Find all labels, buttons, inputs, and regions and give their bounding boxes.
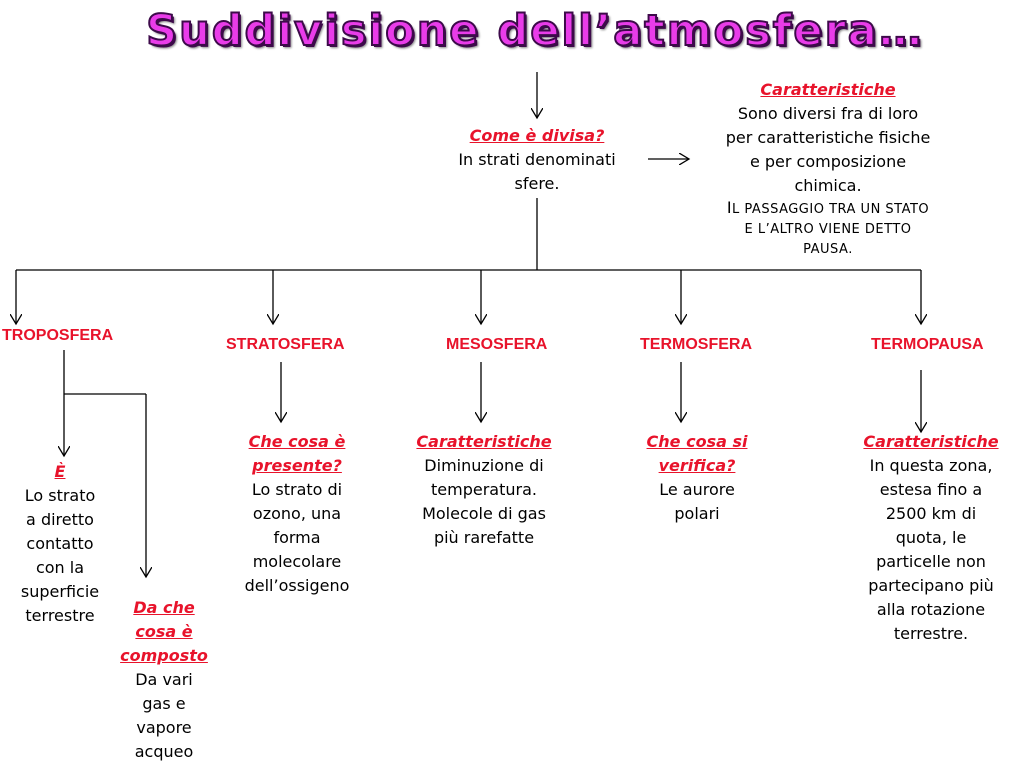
termosfera-label: verifica? — [658, 456, 736, 475]
characteristics-node — [692, 78, 964, 260]
mesosfera-line: Molecole di gas — [422, 504, 546, 523]
characteristics-line: Sono diversi fra di loro — [737, 104, 919, 123]
sphere-termopausa: TERMOPAUSA — [871, 336, 984, 353]
stratosfera-line: ozono, una — [252, 504, 342, 523]
troposfera-e-line: Lo strato — [24, 486, 96, 505]
termopausa-line: quota, le — [895, 528, 967, 547]
troposfera-composto-line: vapore — [136, 718, 192, 737]
characteristics-line: e per composizione — [749, 152, 907, 171]
troposfera-composto-label: composto — [120, 646, 208, 665]
termopausa-label: Caratteristiche — [863, 432, 999, 451]
center-answer-line: sfere. — [514, 174, 560, 193]
mesosfera-label: Caratteristiche — [416, 432, 552, 451]
termopausa-line: partecipano più — [868, 576, 994, 595]
termopausa-line: estesa fino a — [879, 480, 983, 499]
termopausa-line: particelle non — [876, 552, 986, 571]
characteristics-line — [692, 198, 964, 220]
troposfera-e-line: con la — [35, 558, 85, 577]
sphere-mesosfera: MESOSFERA — [446, 336, 548, 353]
stratosfera-line: dell’ossigeno — [244, 576, 350, 595]
stratosfera-label: presente? — [252, 456, 342, 475]
mesosfera-line: Diminuzione di — [424, 456, 544, 475]
troposfera-e-label: È — [54, 462, 66, 481]
stratosfera-node — [222, 430, 372, 598]
troposfera-e-line: terrestre — [25, 606, 95, 625]
troposfera-composto-line: Da vari — [135, 670, 193, 689]
termopausa-line: alla rotazione — [876, 600, 986, 619]
characteristics-label: Caratteristiche — [760, 80, 896, 99]
characteristics-smallcaps: L PASSAGGIO TRA UN STATO — [732, 202, 930, 217]
center-node — [432, 124, 642, 196]
characteristics-line: chimica. — [794, 176, 862, 195]
termosfera-node — [622, 430, 772, 526]
sphere-stratosfera: STRATOSFERA — [226, 336, 345, 353]
termopausa-line: 2500 km di — [885, 504, 977, 523]
page-title: Suddivisione dell’atmosfera… — [146, 6, 924, 56]
termopausa-line: terrestre. — [893, 624, 969, 643]
troposfera-composto-line: gas e — [142, 694, 186, 713]
troposfera-e-line: a diretto — [26, 510, 94, 529]
termosfera-label: Che cosa si — [646, 432, 748, 451]
mesosfera-node — [399, 430, 569, 550]
termosfera-line: Le aurore — [659, 480, 735, 499]
troposfera-composto-label: Da che — [133, 598, 195, 617]
troposfera-e-line: superficie — [20, 582, 100, 601]
characteristics-initial: I — [726, 198, 733, 217]
termosfera-line: polari — [674, 504, 720, 523]
sphere-termosfera: TERMOSFERA — [640, 336, 752, 353]
characteristics-line: E L’ALTRO VIENE DETTO — [744, 222, 912, 237]
stratosfera-line: Lo strato di — [251, 480, 343, 499]
stratosfera-label: Che cosa è — [248, 432, 346, 451]
termopausa-line: In questa zona, — [869, 456, 993, 475]
troposfera-composto-node — [108, 596, 220, 764]
mesosfera-line: più rarefatte — [433, 528, 535, 547]
stratosfera-line: molecolare — [252, 552, 342, 571]
characteristics-line: per caratteristiche fisiche — [725, 128, 931, 147]
center-question: Come è divisa? — [469, 126, 605, 145]
sphere-troposfera: TROPOSFERA — [2, 327, 114, 344]
stratosfera-line: forma — [273, 528, 321, 547]
termopausa-node — [848, 430, 1014, 646]
troposfera-composto-label: cosa è — [135, 622, 193, 641]
troposfera-e-node — [4, 460, 116, 628]
center-answer-line: In strati denominati — [458, 150, 616, 169]
mesosfera-line: temperatura. — [431, 480, 537, 499]
troposfera-composto-line: acqueo — [134, 742, 194, 761]
troposfera-e-line: contatto — [26, 534, 94, 553]
characteristics-line: PAUSA. — [803, 242, 853, 257]
